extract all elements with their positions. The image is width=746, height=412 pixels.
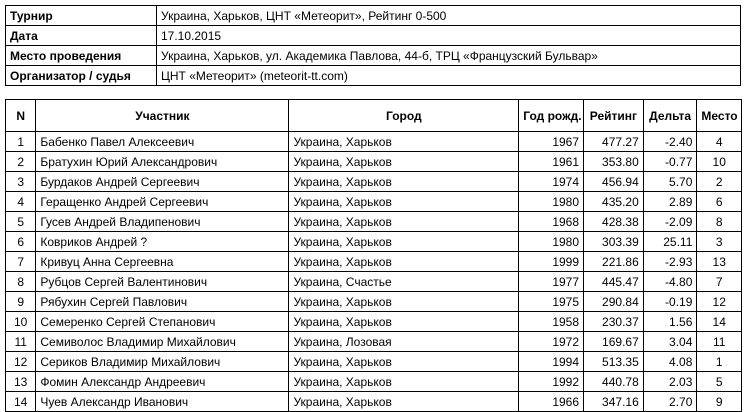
cell-rating: 428.38	[584, 212, 644, 232]
cell-city: Украина, Счастье	[289, 272, 519, 292]
cell-participant: Рябухин Сергей Павлович	[36, 292, 289, 312]
cell-rating: 347.16	[584, 392, 644, 412]
cell-city: Украина, Харьков	[289, 312, 519, 332]
cell-city: Украина, Харьков	[289, 372, 519, 392]
cell-number: 14	[6, 392, 36, 412]
cell-rating: 353.80	[584, 152, 644, 172]
cell-place: 11	[697, 332, 742, 352]
header-city: Город	[289, 100, 519, 132]
cell-number: 8	[6, 272, 36, 292]
date-label: Дата	[6, 26, 157, 46]
table-row	[6, 192, 742, 212]
header-place: Место	[697, 100, 742, 132]
cell-rating: 513.35	[584, 352, 644, 372]
cell-city: Украина, Харьков	[289, 132, 519, 152]
cell-place: 1	[697, 352, 742, 372]
table-row	[6, 212, 742, 232]
cell-delta: -0.77	[643, 152, 697, 172]
header-delta: Дельта	[643, 100, 697, 132]
cell-birth-year: 1994	[519, 352, 584, 372]
cell-place: 2	[697, 172, 742, 192]
cell-birth-year: 1968	[519, 212, 584, 232]
cell-number: 1	[6, 132, 36, 152]
cell-delta: -2.09	[643, 212, 697, 232]
cell-birth-year: 1975	[519, 292, 584, 312]
cell-delta: -4.80	[643, 272, 697, 292]
tournament-label: Турнир	[6, 6, 157, 26]
table-row	[6, 132, 742, 152]
table-row	[6, 272, 742, 292]
cell-place: 5	[697, 372, 742, 392]
cell-rating: 440.78	[584, 372, 644, 392]
table-row	[6, 352, 742, 372]
cell-place: 8	[697, 212, 742, 232]
cell-delta: 2.70	[643, 392, 697, 412]
cell-birth-year: 1972	[519, 332, 584, 352]
table-row	[6, 292, 742, 312]
cell-participant: Чуев Александр Иванович	[36, 392, 289, 412]
info-row-venue	[6, 46, 741, 66]
cell-city: Украина, Харьков	[289, 192, 519, 212]
table-row	[6, 372, 742, 392]
info-row-tournament	[6, 6, 741, 26]
cell-delta: 2.03	[643, 372, 697, 392]
venue-value: Украина, Харьков, ул. Академика Павлова, 44-б, ТРЦ «Французский Бульвар»	[157, 46, 741, 66]
cell-delta: 1.56	[643, 312, 697, 332]
cell-place: 3	[697, 232, 742, 252]
cell-number: 5	[6, 212, 36, 232]
cell-delta: 25.11	[643, 232, 697, 252]
cell-birth-year: 1966	[519, 392, 584, 412]
cell-participant: Гусев Андрей Владипенович	[36, 212, 289, 232]
header-rating: Рейтинг	[584, 100, 644, 132]
cell-number: 3	[6, 172, 36, 192]
table-row	[6, 232, 742, 252]
cell-birth-year: 1999	[519, 252, 584, 272]
cell-number: 9	[6, 292, 36, 312]
table-row	[6, 152, 742, 172]
cell-participant: Кривуц Анна Сергеевна	[36, 252, 289, 272]
cell-rating: 169.67	[584, 332, 644, 352]
cell-city: Украина, Харьков	[289, 152, 519, 172]
cell-participant: Фомин Александр Андреевич	[36, 372, 289, 392]
cell-delta: 2.89	[643, 192, 697, 212]
cell-city: Украина, Лозовая	[289, 332, 519, 352]
cell-rating: 445.47	[584, 272, 644, 292]
cell-delta: 4.08	[643, 352, 697, 372]
venue-label: Место проведения	[6, 46, 157, 66]
tournament-info-table	[5, 5, 741, 86]
cell-number: 6	[6, 232, 36, 252]
info-row-date	[6, 26, 741, 46]
cell-place: 10	[697, 152, 742, 172]
cell-rating: 230.37	[584, 312, 644, 332]
cell-birth-year: 1980	[519, 192, 584, 212]
organizer-value: ЦНТ «Метеорит» (meteorit-tt.com)	[157, 66, 741, 86]
table-row	[6, 392, 742, 412]
header-participant: Участник	[36, 100, 289, 132]
cell-participant: Бурдаков Андрей Сергеевич	[36, 172, 289, 192]
cell-place: 6	[697, 192, 742, 212]
cell-rating: 456.94	[584, 172, 644, 192]
cell-city: Украина, Харьков	[289, 252, 519, 272]
cell-participant: Семеренко Сергей Степанович	[36, 312, 289, 332]
table-row	[6, 252, 742, 272]
cell-city: Украина, Харьков	[289, 392, 519, 412]
cell-participant: Ковриков Андрей ?	[36, 232, 289, 252]
cell-birth-year: 1974	[519, 172, 584, 192]
cell-participant: Сериков Владимир Михайлович	[36, 352, 289, 372]
cell-place: 4	[697, 132, 742, 152]
cell-number: 12	[6, 352, 36, 372]
table-row	[6, 312, 742, 332]
cell-birth-year: 1961	[519, 152, 584, 172]
cell-number: 13	[6, 372, 36, 392]
cell-place: 14	[697, 312, 742, 332]
cell-number: 7	[6, 252, 36, 272]
cell-birth-year: 1992	[519, 372, 584, 392]
cell-participant: Братухин Юрий Александрович	[36, 152, 289, 172]
cell-place: 7	[697, 272, 742, 292]
table-row	[6, 332, 742, 352]
cell-delta: 3.04	[643, 332, 697, 352]
cell-participant: Геращенко Андрей Сергеевич	[36, 192, 289, 212]
cell-rating: 290.84	[584, 292, 644, 312]
cell-participant: Бабенко Павел Алексеевич	[36, 132, 289, 152]
cell-participant: Рубцов Сергей Валентинович	[36, 272, 289, 292]
cell-city: Украина, Харьков	[289, 212, 519, 232]
cell-number: 11	[6, 332, 36, 352]
cell-city: Украина, Харьков	[289, 172, 519, 192]
cell-delta: -0.19	[643, 292, 697, 312]
cell-birth-year: 1958	[519, 312, 584, 332]
cell-place: 12	[697, 292, 742, 312]
cell-delta: 5.70	[643, 172, 697, 192]
results-body	[6, 132, 742, 412]
cell-participant: Семиволос Владимир Михайлович	[36, 332, 289, 352]
results-table	[5, 99, 742, 412]
cell-rating: 477.27	[584, 132, 644, 152]
info-row-organizer	[6, 66, 741, 86]
table-row	[6, 172, 742, 192]
cell-place: 13	[697, 252, 742, 272]
cell-rating: 221.86	[584, 252, 644, 272]
results-header-row	[6, 100, 742, 132]
cell-delta: -2.93	[643, 252, 697, 272]
cell-birth-year: 1977	[519, 272, 584, 292]
cell-number: 2	[6, 152, 36, 172]
cell-rating: 303.39	[584, 232, 644, 252]
cell-city: Украина, Харьков	[289, 352, 519, 372]
cell-number: 10	[6, 312, 36, 332]
cell-birth-year: 1980	[519, 232, 584, 252]
cell-rating: 435.20	[584, 192, 644, 212]
cell-delta: -2.40	[643, 132, 697, 152]
cell-number: 4	[6, 192, 36, 212]
organizer-label: Организатор / судья	[6, 66, 157, 86]
date-value: 17.10.2015	[157, 26, 741, 46]
cell-city: Украина, Харьков	[289, 292, 519, 312]
header-birth-year: Год рожд.	[519, 100, 584, 132]
cell-place: 9	[697, 392, 742, 412]
tournament-value: Украина, Харьков, ЦНТ «Метеорит», Рейтинг 0-500	[157, 6, 741, 26]
cell-birth-year: 1967	[519, 132, 584, 152]
header-number: N	[6, 100, 36, 132]
cell-city: Украина, Харьков	[289, 232, 519, 252]
